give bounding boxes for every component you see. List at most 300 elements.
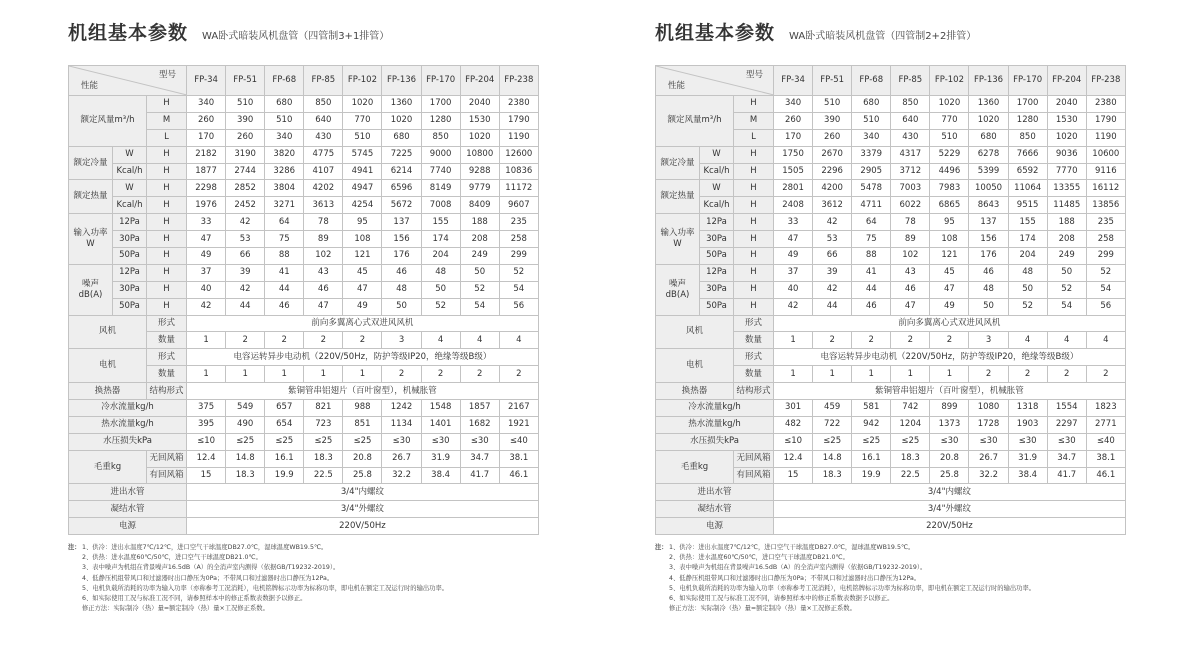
value-cell: 680 [265,96,304,113]
table-row [69,281,539,298]
table-cell: 有回风箱 [734,467,774,484]
value-cell: 78 [891,214,930,231]
power-supply-value: 220V/50Hz [774,518,1126,535]
value-cell: 3820 [265,146,304,163]
value-cell: 1790 [499,112,538,129]
value-cell: 340 [265,129,304,146]
value-cell: 510 [813,96,852,113]
table-row [69,180,539,197]
value-cell: 95 [930,214,969,231]
value-cell: 2771 [1086,416,1125,433]
model-header-cell: FP-204 [1047,66,1086,96]
table-row [656,450,1126,467]
noise-label [656,264,700,315]
value-cell: 137 [382,214,421,231]
value-cell: ≤10 [187,433,226,450]
value-cell: 390 [813,112,852,129]
value-cell: 4107 [304,163,343,180]
value-cell: 375 [187,400,226,417]
power-supply-value: 220V/50Hz [187,518,539,535]
value-cell: 390 [226,112,265,129]
value-cell: 52 [1008,298,1047,315]
value-cell: 43 [891,264,930,281]
value-cell: 2 [460,366,499,383]
noise-label-line1: 噪声 [668,278,686,289]
value-cell: 4 [1008,332,1047,349]
value-cell: 7003 [891,180,930,197]
model-header-cell: FP-238 [499,66,538,96]
exchanger-form-value: 紫铜管串铝翅片（百叶窗型），机械胀管 [187,383,539,400]
table-cell: 50Pa [700,298,734,315]
cooling-label: 额定冷量 [69,146,113,180]
value-cell: 26.7 [969,450,1008,467]
value-cell: 2167 [499,400,538,417]
table-cell: Kcal/h [113,197,147,214]
note-line: 修正方法：实际制冷（热）量=额定制冷（热）量×工况修正系数。 [82,605,269,613]
value-cell: 1530 [460,112,499,129]
table-row [656,416,1126,433]
table-row [69,66,539,96]
value-cell: 4941 [343,163,382,180]
value-cell: 10050 [969,180,1008,197]
value-cell: 4254 [343,197,382,214]
value-cell: 2670 [813,146,852,163]
page-subtitle: WA卧式暗装风机盘管（四管制2+2排管） [789,31,977,42]
value-cell: 204 [421,248,460,265]
value-cell: 510 [930,129,969,146]
table-cell: 形式 [734,349,774,366]
value-cell: 4 [421,332,460,349]
value-cell: 18.3 [304,450,343,467]
airflow-label: 额定风量m³/h [656,96,734,147]
value-cell: 42 [813,281,852,298]
table-row [656,501,1126,518]
value-cell: 56 [1086,298,1125,315]
value-cell: 1 [187,366,226,383]
value-cell: 48 [1008,264,1047,281]
value-cell: 1976 [187,197,226,214]
table-cell: 50Pa [700,248,734,265]
value-cell: 42 [187,298,226,315]
value-cell: 1857 [460,400,499,417]
model-header-cell: FP-102 [930,66,969,96]
value-cell: 942 [852,416,891,433]
note-line: 3、表中噪声为机组在背景噪声16.5dB（A）的全消声室内测得（依据GB/T19232-2019）。 [82,564,340,572]
value-cell: 18.3 [226,467,265,484]
value-cell: 4 [460,332,499,349]
note-line: 2、供热：进水温度60℃/50℃，进口空气干球温度DB21.0℃。 [669,554,849,562]
value-cell: 2452 [226,197,265,214]
value-cell: 1190 [499,129,538,146]
table-row [656,231,1126,248]
value-cell: 19.9 [265,467,304,484]
value-cell: 1318 [1008,400,1047,417]
value-cell: 1921 [499,416,538,433]
value-cell: 4 [499,332,538,349]
value-cell: 4947 [343,180,382,197]
table-row [69,518,539,535]
value-cell: 482 [774,416,813,433]
motor-form-value: 电容运转异步电动机（220V/50Hz，防护等级IP20，绝缘等级B级） [774,349,1126,366]
value-cell: 4202 [304,180,343,197]
noise-label-line1: 噪声 [81,278,99,289]
value-cell: 40 [187,281,226,298]
value-cell: 1401 [421,416,460,433]
value-cell: 7666 [1008,146,1047,163]
model-header-cell: FP-34 [774,66,813,96]
noise-label-line2: dB(A) [665,289,690,300]
notes [655,543,1035,614]
value-cell: 2380 [1086,96,1125,113]
value-cell: 46 [891,281,930,298]
value-cell: ≤25 [891,433,930,450]
value-cell: 18.3 [891,450,930,467]
value-cell: 75 [852,231,891,248]
value-cell: 2 [499,366,538,383]
value-cell: 66 [813,248,852,265]
value-cell: 38.1 [1086,450,1125,467]
value-cell: 49 [187,248,226,265]
value-cell: 988 [343,400,382,417]
table-cell: H [734,281,774,298]
value-cell: 16.1 [265,450,304,467]
table-cell: 30Pa [113,231,147,248]
table-cell: H [734,96,774,113]
value-cell: 3286 [265,163,304,180]
value-cell: 340 [774,96,813,113]
table-cell: 12Pa [700,264,734,281]
table-cell: 数量 [734,332,774,349]
value-cell: 5672 [382,197,421,214]
value-cell: 25.8 [930,467,969,484]
value-cell: 14.8 [226,450,265,467]
model-header-cell: FP-102 [343,66,382,96]
value-cell: 47 [891,298,930,315]
value-cell: 53 [813,231,852,248]
value-cell: 45 [930,264,969,281]
table-row [656,518,1126,535]
table-cell: W [700,180,734,197]
table-cell: 无回风箱 [734,450,774,467]
value-cell: 2 [304,332,343,349]
value-cell: 15 [187,467,226,484]
table-row [656,146,1126,163]
value-cell: 1204 [891,416,930,433]
value-cell: 50 [382,298,421,315]
value-cell: 850 [1008,129,1047,146]
pipe-in-out-value: 3/4"内螺纹 [187,484,539,501]
table-cell: 有回风箱 [147,467,187,484]
value-cell: 108 [930,231,969,248]
table-cell: W [113,180,147,197]
value-cell: 1134 [382,416,421,433]
value-cell: 1020 [382,112,421,129]
airflow-label: 额定风量m³/h [69,96,147,147]
pipe-condensate-label: 凝结水管 [656,501,774,518]
table-row [656,163,1126,180]
value-cell: 42 [774,298,813,315]
value-cell: 16112 [1086,180,1125,197]
value-cell: 38.1 [499,450,538,467]
table-cell: 12Pa [700,214,734,231]
value-cell: 46 [304,281,343,298]
value-cell: 22.5 [891,467,930,484]
table-cell: Kcal/h [700,163,734,180]
fan-label: 风机 [656,315,734,349]
value-cell: 1 [265,366,304,383]
value-cell: 42 [226,214,265,231]
value-cell: 47 [187,231,226,248]
model-header-cell: FP-85 [891,66,930,96]
pressure-loss-label: 水压损失kPa [656,433,774,450]
value-cell: 48 [969,281,1008,298]
note-line: 修正方法：实际制冷（热）量=额定制冷（热）量×工况修正系数。 [669,605,856,613]
value-cell: 640 [304,112,343,129]
value-cell: 208 [460,231,499,248]
value-cell: 2744 [226,163,265,180]
value-cell: 12.4 [774,450,813,467]
value-cell: 14.8 [813,450,852,467]
value-cell: 50 [969,298,1008,315]
table-row [69,484,539,501]
value-cell: 1 [187,332,226,349]
value-cell: 32.2 [969,467,1008,484]
value-cell: 1020 [1047,129,1086,146]
table-cell: Kcal/h [113,163,147,180]
value-cell: 38.4 [1008,467,1047,484]
value-cell: 10800 [460,146,499,163]
table-cell: 结构形式 [147,383,187,400]
value-cell: 4496 [930,163,969,180]
model-header-cell: FP-68 [852,66,891,96]
value-cell: 54 [460,298,499,315]
table-row [656,96,1126,113]
table-row [656,433,1126,450]
value-cell: 1505 [774,163,813,180]
value-cell: ≤30 [930,433,969,450]
value-cell: ≤30 [382,433,421,450]
table-cell: M [147,112,187,129]
value-cell: 654 [265,416,304,433]
notes-header: 注： [68,544,81,551]
value-cell: 50 [1047,264,1086,281]
pipe-in-out-label: 进出水管 [656,484,774,501]
value-cell: 18.3 [813,467,852,484]
table-cell: M [734,112,774,129]
note-line: 5、电机负载所消耗的功率为输入功率（亦称参考工况消耗），电机铭牌标示功率为标称功率，即电机在额定工况运行时的输出功率。 [82,584,449,592]
value-cell: 102 [304,248,343,265]
value-cell: 1 [304,366,343,383]
value-cell: 33 [187,214,226,231]
value-cell: 54 [1047,298,1086,315]
note-line: 6、如实际使用工况与标准工况不同，请参照样本中的修正系数表数据予以修正。 [82,595,307,603]
table-row [69,400,539,417]
value-cell: 2040 [460,96,499,113]
title-row [655,18,976,45]
table-cell: H [147,264,187,281]
table-row [69,264,539,281]
table-row [69,501,539,518]
value-cell: 3271 [265,197,304,214]
value-cell: 33 [774,214,813,231]
value-cell: 1 [226,366,265,383]
note-line: 4、低静压机组带风口和过滤器时出口静压为0Pa；不带风口和过滤器时出口静压为12Pa。 [82,574,334,582]
value-cell: ≤40 [499,433,538,450]
value-cell: 45 [343,264,382,281]
table-row [69,197,539,214]
value-cell: 4775 [304,146,343,163]
table-cell: L [734,129,774,146]
value-cell: 2 [1086,366,1125,383]
value-cell: 299 [499,248,538,265]
value-cell: 38.4 [421,467,460,484]
table-row [656,214,1126,231]
note-line: 2、供热：进水温度60℃/50℃，进口空气干球温度DB21.0℃。 [82,554,262,562]
table-row [69,349,539,366]
value-cell: 12600 [499,146,538,163]
value-cell: 7740 [421,163,460,180]
corner-header [69,66,187,96]
value-cell: 22.5 [304,467,343,484]
table-cell: H [734,231,774,248]
value-cell: 208 [1047,231,1086,248]
value-cell: 49 [774,248,813,265]
table-row [656,264,1126,281]
value-cell: 2 [930,332,969,349]
value-cell: 9116 [1086,163,1125,180]
table-cell: H [147,214,187,231]
value-cell: 510 [226,96,265,113]
value-cell: ≤30 [969,433,1008,450]
value-cell: ≤25 [343,433,382,450]
value-cell: 6865 [930,197,969,214]
value-cell: 47 [774,231,813,248]
value-cell: 3712 [891,163,930,180]
value-cell: 12.4 [187,450,226,467]
table-cell: H [734,163,774,180]
value-cell: 1190 [1086,129,1125,146]
value-cell: 9036 [1047,146,1086,163]
power-label-line2: W [673,239,682,250]
table-cell: 30Pa [700,231,734,248]
value-cell: 176 [969,248,1008,265]
spec-table [655,65,1126,535]
value-cell: 50 [460,264,499,281]
value-cell: 88 [852,248,891,265]
value-cell: 11485 [1047,197,1086,214]
hot-flow-label: 热水流量kg/h [69,416,187,433]
value-cell: 50 [1008,281,1047,298]
value-cell: 4 [1086,332,1125,349]
value-cell: 258 [499,231,538,248]
value-cell: 7983 [930,180,969,197]
value-cell: 41.7 [1047,467,1086,484]
table-cell: 12Pa [113,264,147,281]
model-header-cell: FP-68 [265,66,304,96]
table-row [69,96,539,113]
table-cell: 无回风箱 [147,450,187,467]
value-cell: 5745 [343,146,382,163]
value-cell: 510 [265,112,304,129]
value-cell: 78 [304,214,343,231]
model-header-cell: FP-34 [187,66,226,96]
exchanger-form-value: 紫铜管串铝翅片（百叶窗型），机械胀管 [774,383,1126,400]
table-cell: 数量 [147,332,187,349]
value-cell: 301 [774,400,813,417]
model-header-cell: FP-170 [1008,66,1047,96]
value-cell: 4711 [852,197,891,214]
value-cell: 1700 [421,96,460,113]
value-cell: 1280 [421,112,460,129]
table-row [656,66,1126,96]
value-cell: 5229 [930,146,969,163]
value-cell: 1750 [774,146,813,163]
value-cell: 1903 [1008,416,1047,433]
model-header: 型号 [159,70,177,80]
value-cell: 742 [891,400,930,417]
value-cell: 1 [343,366,382,383]
value-cell: 1823 [1086,400,1125,417]
value-cell: ≤10 [774,433,813,450]
value-cell: 54 [499,281,538,298]
diagonal-header [69,66,186,95]
value-cell: 46.1 [1086,467,1125,484]
value-cell: 770 [930,112,969,129]
value-cell: 235 [499,214,538,231]
table-row [69,450,539,467]
value-cell: 850 [891,96,930,113]
value-cell: 46 [382,264,421,281]
value-cell: 50 [421,281,460,298]
value-cell: 9288 [460,163,499,180]
table-row [656,248,1126,265]
value-cell: 108 [343,231,382,248]
value-cell: 204 [1008,248,1047,265]
table-cell: H [147,231,187,248]
note-line: 3、表中噪声为机组在背景噪声16.5dB（A）的全消声室内测得（依据GB/T19232-2019）。 [669,564,927,572]
model-header-cell: FP-170 [421,66,460,96]
value-cell: 821 [304,400,343,417]
value-cell: 2801 [774,180,813,197]
value-cell: 89 [891,231,930,248]
value-cell: 490 [226,416,265,433]
value-cell: 13856 [1086,197,1125,214]
table-row [69,315,539,332]
value-cell: 1682 [460,416,499,433]
table-cell: H [734,146,774,163]
table-row [69,214,539,231]
value-cell: 430 [891,129,930,146]
value-cell: 34.7 [1047,450,1086,467]
value-cell: 44 [226,298,265,315]
value-cell: 188 [460,214,499,231]
value-cell: 25.8 [343,467,382,484]
value-cell: 54 [1086,281,1125,298]
value-cell: 155 [1008,214,1047,231]
value-cell: 41 [265,264,304,281]
value-cell: 3 [969,332,1008,349]
value-cell: 6022 [891,197,930,214]
table-cell: 50Pa [113,248,147,265]
value-cell: 121 [343,248,382,265]
value-cell: 1242 [382,400,421,417]
table-cell: H [734,264,774,281]
value-cell: 7225 [382,146,421,163]
value-cell: 1020 [343,96,382,113]
power-label-line1: 输入功率 [660,228,695,239]
value-cell: ≤30 [421,433,460,450]
value-cell: 2 [852,332,891,349]
